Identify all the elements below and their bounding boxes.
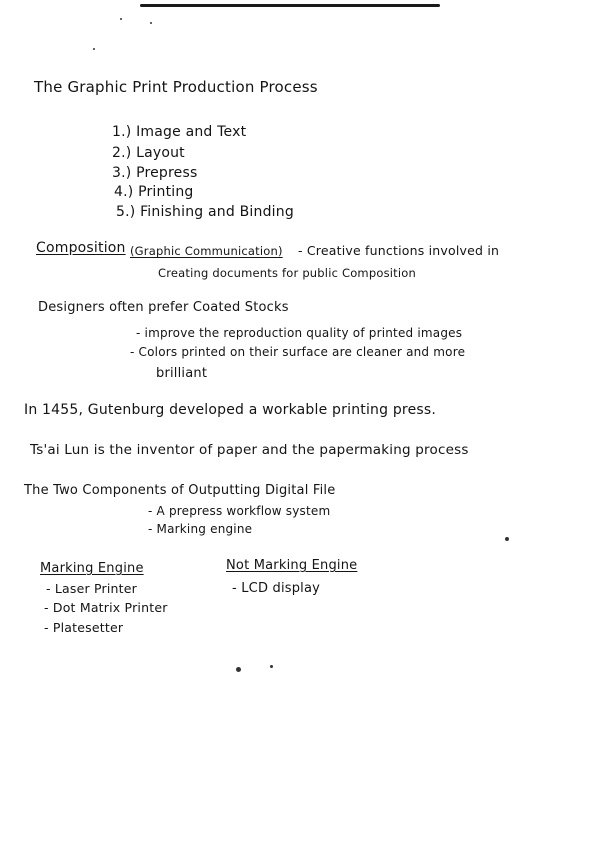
- step-item-2: 2.) Layout: [112, 145, 185, 161]
- ink-speck: [236, 667, 241, 672]
- marking-engine-item-2: - Dot Matrix Printer: [44, 600, 168, 615]
- not-marking-engine-heading: Not Marking Engine: [226, 558, 358, 573]
- step-item-3: 3.) Prepress: [112, 165, 198, 181]
- marking-engine-heading: Marking Engine: [40, 561, 144, 576]
- components-heading: The Two Components of Outputting Digital File: [24, 483, 336, 498]
- components-item-2: - Marking engine: [148, 522, 253, 536]
- ink-speck: [505, 537, 509, 541]
- ink-speck: [270, 665, 273, 668]
- designers-bullet-2: - Colors printed on their surface are cleaner and more: [130, 345, 466, 359]
- marking-engine-item-3: - Platesetter: [44, 620, 124, 635]
- not-marking-engine-item-1: - LCD display: [232, 581, 321, 596]
- step-item-1: 1.) Image and Text: [112, 124, 247, 140]
- designers-heading: Designers often prefer Coated Stocks: [38, 300, 289, 315]
- composition-term: Composition: [36, 240, 126, 256]
- designers-bullet-2-continuation: brilliant: [156, 366, 208, 381]
- composition-paren: (Graphic Communication): [130, 244, 283, 258]
- ink-speck: [150, 22, 152, 24]
- step-item-4: 4.) Printing: [114, 184, 194, 200]
- gutenberg-fact: In 1455, Gutenburg developed a workable printing press.: [24, 402, 437, 418]
- step-item-5: 5.) Finishing and Binding: [116, 204, 294, 220]
- marking-engine-item-1: - Laser Printer: [46, 581, 138, 596]
- top-edge-line: [140, 4, 440, 7]
- components-item-1: - A prepress workflow system: [148, 504, 331, 518]
- composition-definition-line-1: - Creative functions involved in: [298, 243, 500, 258]
- page-title: The Graphic Print Production Process: [34, 78, 318, 96]
- designers-bullet-1: - improve the reproduction quality of printed images: [136, 326, 463, 340]
- ink-speck: [120, 18, 122, 20]
- tsai-lun-fact: Ts'ai Lun is the inventor of paper and the papermaking process: [30, 442, 469, 458]
- ink-speck: [93, 48, 95, 50]
- composition-definition-line-2: Creating documents for public Composition: [158, 266, 416, 280]
